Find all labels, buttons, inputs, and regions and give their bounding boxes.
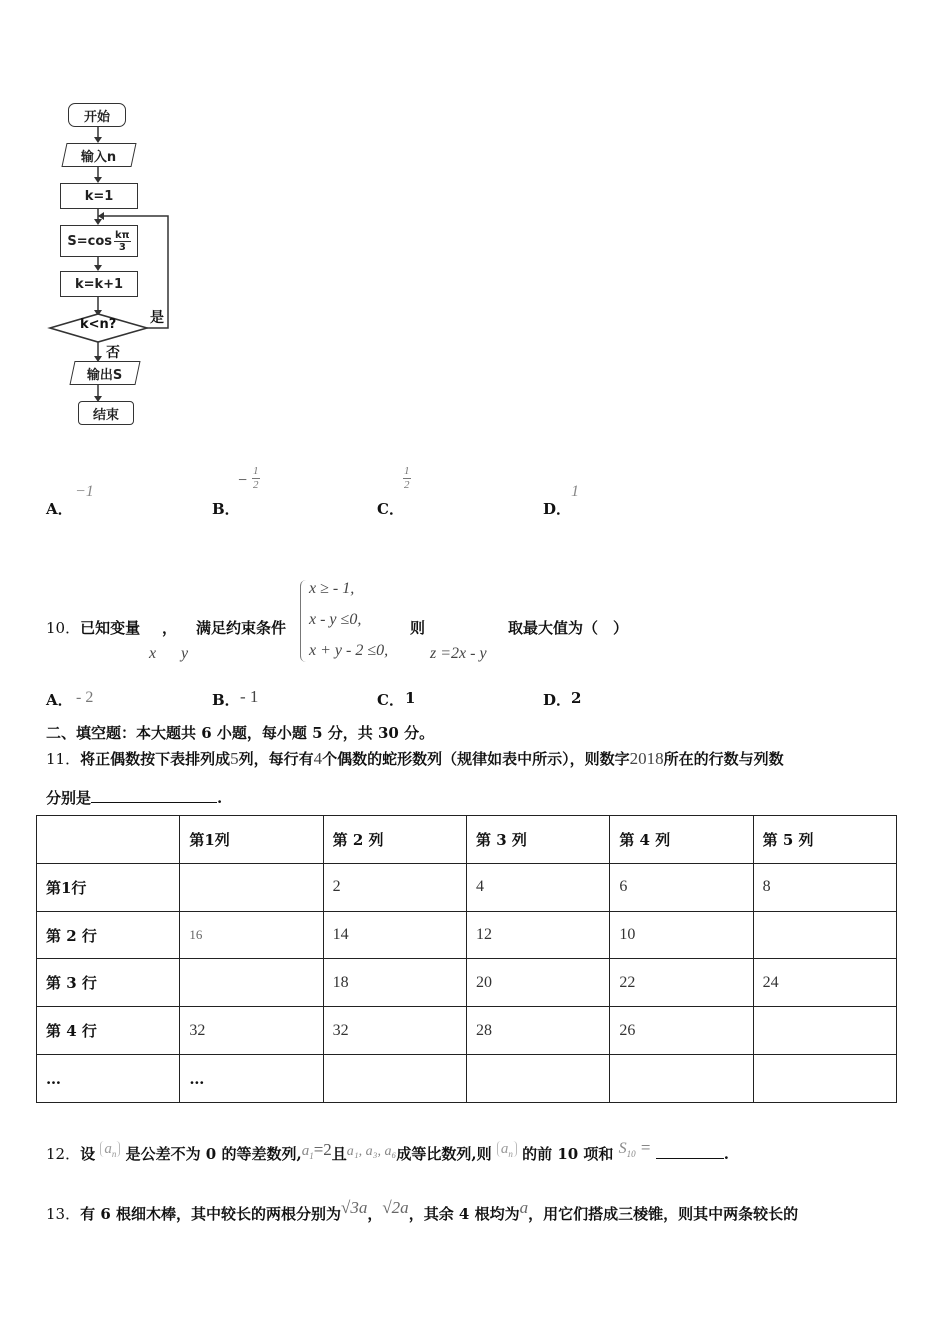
q11-line-2: 分别是 . — [46, 789, 223, 807]
q10-constraint-label: 满足约束条件 — [196, 619, 287, 637]
q12-eq-2: =2 — [313, 1140, 332, 1159]
table-cell: 20 — [466, 959, 609, 1007]
table-cell — [180, 959, 323, 1007]
q12-s10: $S_{10}$ — [618, 1140, 636, 1160]
q10-constraint-3: x + y - 2 ≤0, — [309, 642, 389, 659]
q10-option-d-label: D． — [543, 691, 572, 709]
table-header-cell: 第 3 列 — [466, 816, 609, 864]
table-header-cell: 第 2 列 — [323, 816, 466, 864]
q10-option-d-value: 2 — [571, 689, 582, 707]
table-cell: 32 — [323, 1007, 466, 1055]
q12-geometric-terms: a₁, a₃, a₆ — [346, 1144, 397, 1159]
table-row — [37, 959, 897, 1007]
table-cell — [753, 911, 896, 959]
q10-separator: ， — [162, 619, 178, 637]
table-row — [37, 911, 897, 959]
q9-option-c-fraction: 1 2 — [404, 465, 410, 491]
q11-line-1: 11．将正偶数按下表排列成5列，每行有4个偶数的蛇形数列（规律如表中所示），则数字2018所在的行数与列数 — [46, 749, 784, 768]
q9-option-b-label: B． — [212, 500, 240, 518]
table-cell: 4 — [466, 863, 609, 911]
table-row-label: 第 4 行 — [37, 1007, 180, 1055]
flowchart-init: k=1 — [60, 183, 138, 209]
table-row-label: 第 3 行 — [37, 959, 180, 1007]
table-header-row — [37, 816, 897, 864]
table-cell: 32 — [180, 1007, 323, 1055]
q12-seq-an: $a_n$ — [100, 1141, 120, 1157]
table-row — [37, 1007, 897, 1055]
q9-option-b-sign: − — [238, 472, 248, 489]
q10-constraint-2: x - y ≤0, — [309, 611, 362, 628]
q9-option-d-value: 1 — [571, 483, 579, 500]
table-cell — [180, 863, 323, 911]
table-cell: 12 — [466, 911, 609, 959]
table-row — [37, 1055, 897, 1103]
flowchart-output: 输出S — [69, 361, 140, 385]
q10-option-c-value: 1 — [405, 689, 416, 707]
q9-option-b-fraction: 1 2 — [253, 465, 259, 491]
table-cell: 14 — [323, 911, 466, 959]
table-cell — [37, 816, 180, 864]
q10-ask: 取最大值为（ ） — [508, 619, 629, 637]
flowchart-yes-label: 是 — [150, 310, 164, 326]
table-cell — [466, 1055, 609, 1103]
q13-a: a — [519, 1198, 529, 1217]
table-cell: 28 — [466, 1007, 609, 1055]
q10-var-y: y — [181, 645, 189, 662]
q13-sqrt2a: √2a — [382, 1198, 409, 1217]
even-number-table — [36, 815, 897, 1103]
q10-option-b-value: - 1 — [240, 687, 259, 706]
table-row-label: 第1行 — [37, 863, 180, 911]
table-cell: 16 — [180, 911, 323, 959]
q12-line: 12．设 $a_n$ 是公差不为 0 的等差数列$,a_1=2$且a₁, a₃, a₆成等比数列,则 $a_n$ 的前 10 项和 $S_{10}$ = . — [46, 1138, 729, 1163]
table-cell — [753, 1055, 896, 1103]
q11-answer-blank[interactable] — [91, 788, 217, 803]
q10-option-a-label: A． — [46, 691, 73, 709]
table-cell: 6 — [610, 863, 753, 911]
q10-option-b-label: B． — [212, 691, 240, 709]
q12-seq-an-2: $a_n$ — [497, 1141, 517, 1157]
q10-then: 则 — [410, 619, 426, 637]
table-row — [37, 863, 897, 911]
q12-equals: = — [640, 1138, 651, 1157]
table-cell: 2 — [323, 863, 466, 911]
flowchart-increment: k=k+1 — [60, 271, 138, 297]
table-cell: … — [180, 1055, 323, 1103]
table-cell: 8 — [753, 863, 896, 911]
q10-option-c-label: C． — [377, 691, 404, 709]
table-cell — [610, 1055, 753, 1103]
section-2-heading: 二、填空题：本大题共 6 小题，每小题 5 分，共 30 分。 — [46, 724, 435, 742]
table-header-cell: 第 4 列 — [610, 816, 753, 864]
table-header-cell: 第 5 列 — [753, 816, 896, 864]
q10-option-a-value: - 2 — [76, 689, 94, 706]
q10-stem: 10．已知变量 — [46, 619, 141, 637]
table-cell: 18 — [323, 959, 466, 1007]
q10-objective: z =2x - y — [430, 645, 487, 662]
table-row-label: 第 2 行 — [37, 911, 180, 959]
q13-sqrt3a: √3a — [340, 1198, 368, 1217]
table-row-label: … — [37, 1055, 180, 1103]
flowchart-input: 输入n — [61, 143, 136, 167]
table-cell: 26 — [610, 1007, 753, 1055]
table-cell — [753, 1007, 896, 1055]
q12-answer-blank[interactable] — [656, 1144, 724, 1159]
assign-fraction: kπ 3 — [115, 229, 130, 253]
q9-option-a-value: −1 — [75, 483, 94, 500]
flowchart-end: 结束 — [78, 401, 134, 425]
q9-option-c-label: C． — [377, 500, 404, 518]
q10-constraint-1: x ≥ - 1, — [309, 580, 355, 597]
flowchart-assign: S=cos kπ 3 — [60, 225, 138, 257]
q12-a1: $a_1$ — [301, 1143, 314, 1161]
q9-option-d-label: D． — [543, 500, 572, 518]
q13-line: 13．有 6 根细木棒，其中较长的两根分别为√3a，√2a，其余 4 根均为a，用它们搭成三棱锥，则其中两条较长的 — [46, 1198, 799, 1223]
flowchart-start: 开始 — [68, 103, 126, 127]
table-cell: 22 — [610, 959, 753, 1007]
flowchart-condition-label: k<n? — [80, 317, 117, 332]
table-cell: 24 — [753, 959, 896, 1007]
table-cell: 10 — [610, 911, 753, 959]
q10-var-x: x — [149, 645, 157, 662]
table-cell — [323, 1055, 466, 1103]
q9-option-a-label: A． — [46, 500, 73, 518]
flowchart-no-label: 否 — [106, 345, 120, 361]
table-header-cell: 第1列 — [180, 816, 323, 864]
